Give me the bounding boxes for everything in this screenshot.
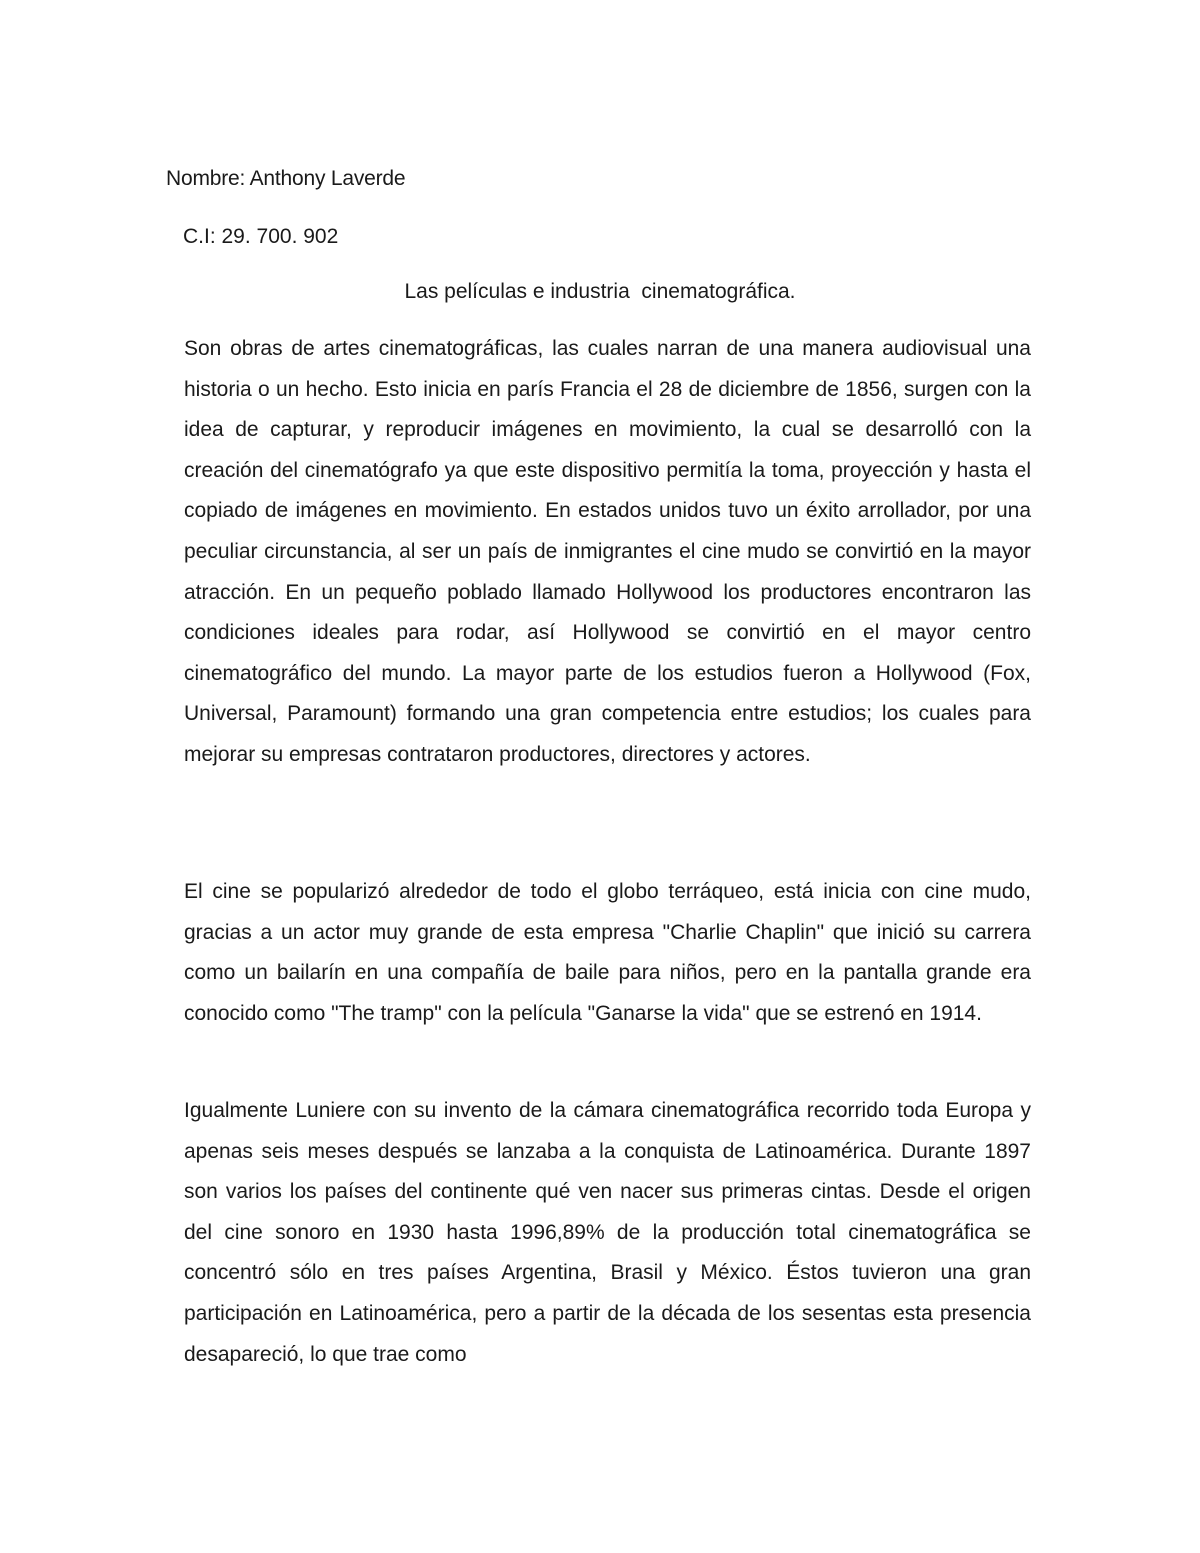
paragraph-2: El cine se popularizó alrededor de todo el globo terráqueo, está inicia con cine mudo, gracias a un actor muy grande de esta empresa "Charlie Chaplin" que inició su carrera como un bailarín en una compañía de baile para niños, pero en la pantalla grande era conocido como "The tramp" con la película "Ganarse la vida" que se estrenó en 1914. (184, 880, 1031, 1025)
document-title (0, 280, 1200, 304)
paragraph-3: Igualmente Luniere con su invento de la cámara cinematográfica recorrido toda Europa y apenas seis meses después se lanzaba a la conquista de Latinoamérica. Durante 1897 son varios los países del continente qué ven nacer sus primeras cintas. Desde el origen del cine sonoro en 1930 hasta 1996,89% de la producción total cinematográfica se concentró sólo en tres países Argentina, Brasil y México. Éstos tuvieron una gran participación en Latinoamérica, pero a partir de la década de los sesentas esta presencia desapareció, lo que trae como (184, 1099, 1031, 1366)
author-name: Nombre: Anthony Laverde (166, 167, 406, 190)
id-number: C.I: 29. 700. 902 (183, 225, 339, 248)
document-title-text: Las películas e industria cinematográfica. (404, 280, 796, 303)
paragraph-1: Son obras de artes cinematográficas, las cuales narran de una manera audiovisual una historia o un hecho. Esto inicia en parís Francia el 28 de diciembre de 1856, surgen con la idea de capturar, y reproducir imágenes en movimiento, la cual se desarrolló con la creación del cinematógrafo ya que este dispositivo permitía la toma, proyección y hasta el copiado de imágenes en movimiento. En estados unidos tuvo un éxito arrollador, por una peculiar circunstancia, al ser un país de inmigrantes el cine mudo se convirtió en la mayor atracción. En un pequeño poblado llamado Hollywood los productores encontraron las condiciones ideales para rodar, así Hollywood se convirtió en el mayor centro cinematográfico del mundo. La mayor parte de los estudios fueron a Hollywood (Fox, Universal, Paramount) formando una gran competencia entre estudios; los cuales para mejorar su empresas contrataron productores, directores y actores. (184, 337, 1031, 766)
